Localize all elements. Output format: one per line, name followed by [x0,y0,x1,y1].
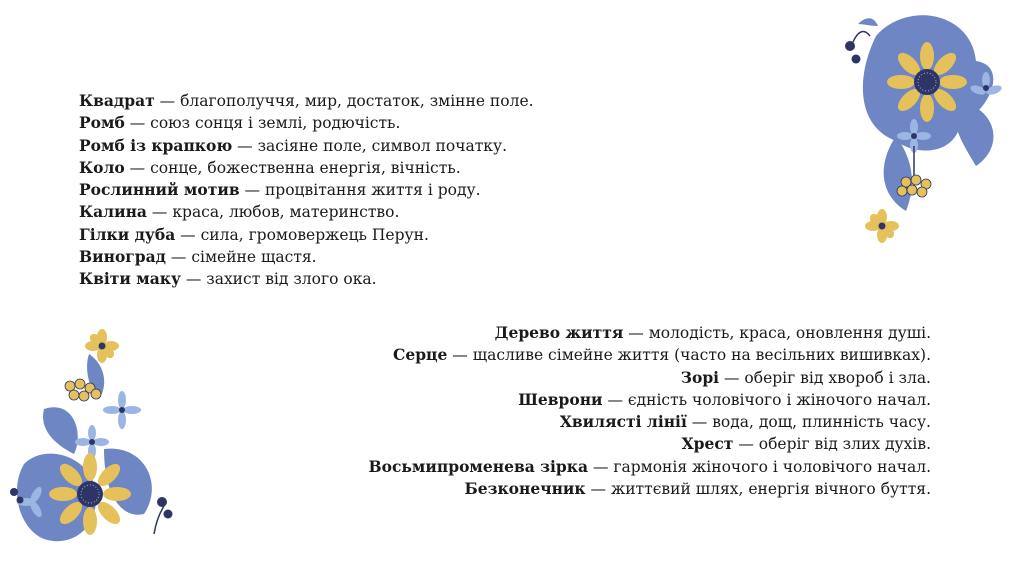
symbol-term: Ромб [79,113,125,133]
symbol-item [369,367,931,389]
symbol-meaning: оберіг від злих духів. [758,435,931,454]
symbol-separator: — [232,136,258,155]
symbol-item [79,201,534,223]
symbol-meaning: оберіг від хвороб і зла. [744,368,931,387]
symbol-separator: — [585,480,611,499]
symbol-separator: — [623,324,649,342]
symbol-item [79,90,534,112]
symbol-term: Рослинний мотив [79,180,240,200]
symbol-item [79,246,534,268]
symbol-item [79,135,534,157]
symbol-term: Квадрат [79,91,155,110]
symbols-list-right [369,322,931,500]
symbol-meaning: захист від злого ока. [206,270,377,289]
symbol-term: Хвилясті лінії [559,412,687,432]
symbol-term: Хрест [681,434,734,454]
symbol-meaning: процвітання життя і роду. [264,181,481,200]
symbol-separator: — [602,390,628,409]
symbol-separator: — [166,248,192,267]
symbol-separator: — [146,203,173,222]
symbol-term: Ромб із крапкою [79,135,233,155]
symbol-meaning: сила, громовержець Перун. [200,225,429,244]
symbol-term: Калина [79,202,147,222]
symbol-item [369,456,931,478]
symbol-meaning: сімейне щастя. [191,248,317,267]
symbol-separator: — [686,413,713,432]
symbol-meaning: краса, любов, материнство. [172,203,400,222]
symbol-separator: — [239,181,265,200]
symbol-item [369,411,931,433]
symbol-separator: — [124,158,151,177]
symbol-meaning: гармонія жіночого і чоловічого начал. [613,457,931,476]
symbol-meaning: благополуччя, мир, достаток, змінне поле. [180,92,534,110]
symbol-separator: — [719,368,745,387]
symbol-item [369,344,931,366]
symbol-item [79,224,534,246]
symbol-item [369,322,931,344]
floral-ornament-icon [836,6,1020,246]
symbol-item [79,157,534,179]
symbol-term: Серце [393,345,448,365]
symbol-meaning: молодість, краса, оновлення душі. [648,324,931,342]
symbol-term: Виноград [79,247,166,267]
symbol-meaning: єдність чоловічого і жіночого начал. [627,390,931,409]
symbol-separator: — [588,457,614,476]
symbol-meaning: життєвий шлях, енергія вічного буття. [610,480,931,499]
symbol-term: Дерево життя [494,323,624,342]
symbols-list-left [79,90,534,291]
symbol-item [79,268,534,290]
floral-ornament-icon [4,324,174,554]
symbol-separator: — [154,92,181,110]
symbol-item [79,112,534,134]
symbol-meaning: вода, дощ, плинність часу. [712,413,931,432]
symbol-separator: — [733,435,759,454]
symbol-term: Шеврони [518,389,603,409]
symbol-term: Гілки дуба [79,224,176,244]
symbol-term: Зорі [680,367,720,387]
symbol-separator: — [447,346,473,365]
symbol-item [369,478,931,500]
symbol-item [79,179,534,201]
symbol-item [369,389,931,411]
symbol-meaning: сонце, божественна енергія, вічність. [150,158,461,177]
symbol-separator: — [180,270,207,289]
symbol-separator: — [175,225,201,244]
symbol-term: Квіти маку [79,269,181,289]
symbol-separator: — [124,114,151,133]
symbol-meaning: засіяне поле, символ початку. [257,136,508,155]
symbol-meaning: щасливе сімейне життя (часто на весільних вишивках). [472,346,931,365]
symbol-term: Безконечник [464,479,586,499]
symbol-meaning: союз сонця і землі, родючість. [150,114,401,133]
symbol-item [369,433,931,455]
symbol-term: Восьмипроменева зірка [368,456,589,476]
symbol-term: Коло [79,157,125,177]
